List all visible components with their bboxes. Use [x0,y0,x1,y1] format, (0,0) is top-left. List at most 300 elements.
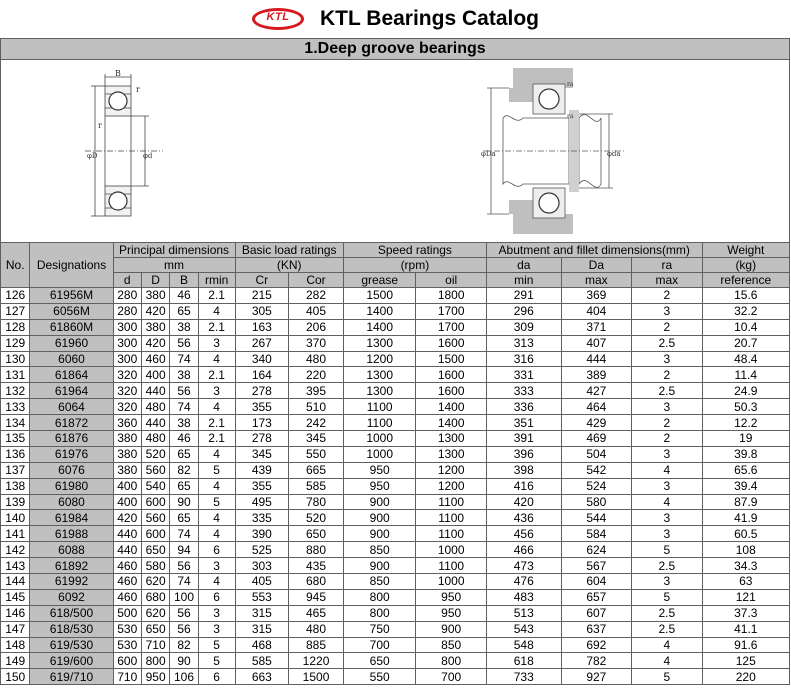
table-cell: 3 [198,558,235,574]
table-cell: 2.1 [198,415,235,431]
designation-cell: 619/600 [30,653,113,669]
designation-cell: 61984 [30,510,113,526]
table-cell: 600 [141,494,169,510]
table-cell: 65 [170,446,198,462]
table-cell: 56 [170,335,198,351]
table-cell: 3 [198,383,235,399]
table-cell: 74 [170,526,198,542]
table-cell: 1400 [416,399,486,415]
subheader-Da: Da [561,258,631,273]
table-cell: 520 [141,446,169,462]
designation-cell: 6056M [30,303,113,319]
table-cell: 390 [235,526,289,542]
header-no: No. [1,243,30,288]
table-row [1,478,790,494]
subheader-da: da [486,258,561,273]
table-row [1,446,790,462]
table-cell: 1400 [416,415,486,431]
table-cell: 1500 [343,288,416,304]
table-cell: 12.2 [702,415,789,431]
designation-cell: 618/530 [30,621,113,637]
table-cell: 440 [141,415,169,431]
table-row [1,558,790,574]
table-cell: 278 [235,383,289,399]
row-number: 135 [1,431,30,447]
row-number: 145 [1,589,30,605]
table-cell: 405 [235,574,289,590]
table-cell: 380 [113,446,141,462]
table-cell: 585 [235,653,289,669]
table-cell: 620 [141,605,169,621]
table-cell: 400 [113,478,141,494]
table-cell: 4 [632,462,702,478]
table-cell: 544 [561,510,631,526]
table-cell: 173 [235,415,289,431]
table-cell: 1400 [343,319,416,335]
table-cell: 121 [702,589,789,605]
table-cell: 1600 [416,335,486,351]
table-cell: 476 [486,574,561,590]
table-cell: 1600 [416,383,486,399]
table-cell: 19 [702,431,789,447]
row-number: 143 [1,558,30,574]
table-cell: 460 [141,351,169,367]
subheader-cor: Cor [289,273,344,288]
table-cell: 395 [289,383,344,399]
table-cell: 900 [343,526,416,542]
table-cell: 4 [198,351,235,367]
subheader-D: D [141,273,169,288]
table-cell: 416 [486,478,561,494]
table-cell: 585 [289,478,344,494]
table-cell: 1300 [416,446,486,462]
designation-cell: 61860M [30,319,113,335]
table-cell: 2 [632,367,702,383]
label-abut-Da: φDa [481,150,496,158]
table-cell: 3 [632,303,702,319]
table-cell: 460 [113,574,141,590]
table-cell: 370 [289,335,344,351]
table-cell: 340 [235,351,289,367]
designation-cell: 6076 [30,462,113,478]
table-cell: 550 [289,446,344,462]
table-cell: 4 [632,653,702,669]
table-cell: 460 [113,558,141,574]
table-row [1,542,790,558]
table-cell: 389 [561,367,631,383]
table-cell: 331 [486,367,561,383]
designation-cell: 61976 [30,446,113,462]
table-cell: 369 [561,288,631,304]
table-cell: 48.4 [702,351,789,367]
table-cell: 345 [235,446,289,462]
table-cell: 5 [198,653,235,669]
table-cell: 398 [486,462,561,478]
label-radius-side: r [98,121,102,130]
table-row [1,367,790,383]
table-cell: 1300 [343,367,416,383]
table-cell: 700 [343,637,416,653]
table-cell: 620 [141,574,169,590]
table-cell: 278 [235,431,289,447]
table-cell: 380 [141,288,169,304]
table-cell: 540 [141,478,169,494]
table-cell: 444 [561,351,631,367]
table-cell: 2.5 [632,383,702,399]
table-cell: 50.3 [702,399,789,415]
subheader-reference: reference [702,273,789,288]
table-cell: 1500 [416,351,486,367]
label-abut-ra-top: ra [567,81,574,88]
table-cell: 550 [343,669,416,685]
table-cell: 420 [486,494,561,510]
table-cell: 41.9 [702,510,789,526]
table-cell: 2 [632,319,702,335]
table-cell: 5 [632,669,702,685]
table-row [1,415,790,431]
designation-cell: 61956M [30,288,113,304]
table-cell: 1100 [416,494,486,510]
row-number: 147 [1,621,30,637]
table-cell: 543 [486,621,561,637]
table-row [1,383,790,399]
table-row [1,574,790,590]
bearing-cross-section-drawing [81,68,171,238]
table-cell: 38 [170,415,198,431]
table-cell: 2.5 [632,621,702,637]
table-cell: 650 [289,526,344,542]
table-cell: 468 [235,637,289,653]
table-cell: 320 [113,383,141,399]
table-cell: 900 [343,558,416,574]
header-abutment: Abutment and fillet dimensions(mm) [486,243,702,258]
table-cell: 480 [289,621,344,637]
table-cell: 305 [235,303,289,319]
table-cell: 2.1 [198,431,235,447]
row-number: 149 [1,653,30,669]
table-cell: 440 [141,383,169,399]
table-cell: 650 [343,653,416,669]
subheader-B: B [170,273,198,288]
unit-basic-load: (KN) [235,258,343,273]
table-row [1,669,790,685]
ktl-logo [252,8,304,30]
designation-cell: 618/500 [30,605,113,621]
table-cell: 420 [141,335,169,351]
table-cell: 750 [343,621,416,637]
table-cell: 560 [141,462,169,478]
table-cell: 4 [198,510,235,526]
table-cell: 637 [561,621,631,637]
table-cell: 320 [113,367,141,383]
table-cell: 436 [486,510,561,526]
table-cell: 3 [632,446,702,462]
table-cell: 420 [113,510,141,526]
table-cell: 2.5 [632,558,702,574]
table-cell: 650 [141,542,169,558]
subheader-cr: Cr [235,273,289,288]
table-cell: 56 [170,558,198,574]
table-cell: 580 [141,558,169,574]
table-cell: 3 [632,351,702,367]
table-cell: 315 [235,605,289,621]
table-cell: 405 [289,303,344,319]
logo-text: KTL [266,11,290,23]
table-body [1,288,790,685]
subheader-d: d [113,273,141,288]
designation-cell: 619/710 [30,669,113,685]
table-cell: 495 [235,494,289,510]
table-cell: 65 [170,510,198,526]
table-cell: 90 [170,494,198,510]
table-cell: 38 [170,319,198,335]
table-cell: 3 [632,510,702,526]
table-cell: 2.1 [198,288,235,304]
table-cell: 427 [561,383,631,399]
table-row [1,462,790,478]
row-number: 130 [1,351,30,367]
table-cell: 1000 [416,574,486,590]
table-cell: 65 [170,478,198,494]
table-cell: 24.9 [702,383,789,399]
table-cell: 1600 [416,367,486,383]
table-cell: 542 [561,462,631,478]
bearing-drawings [0,60,790,242]
header-weight: Weight [702,243,789,258]
table-cell: 480 [289,351,344,367]
table-cell: 657 [561,589,631,605]
catalog-header [0,0,791,38]
row-number: 144 [1,574,30,590]
table-cell: 553 [235,589,289,605]
table-cell: 600 [141,526,169,542]
table-cell: 460 [113,589,141,605]
header-designations: Designations [30,243,113,288]
table-cell: 6 [198,589,235,605]
table-cell: 320 [113,399,141,415]
label-abut-ra-side: ra [567,113,574,120]
table-cell: 3 [198,621,235,637]
subheader-rmin: rmin [198,273,235,288]
table-cell: 850 [343,542,416,558]
table-cell: 710 [141,637,169,653]
table-cell: 692 [561,637,631,653]
row-number: 140 [1,510,30,526]
table-cell: 900 [416,621,486,637]
table-cell: 37.3 [702,605,789,621]
table-cell: 440 [113,526,141,542]
table-cell: 604 [561,574,631,590]
table-cell: 800 [416,653,486,669]
table-cell: 280 [113,288,141,304]
table-row [1,605,790,621]
table-cell: 3 [632,526,702,542]
table-cell: 1100 [343,399,416,415]
row-number: 132 [1,383,30,399]
table-cell: 360 [113,415,141,431]
table-cell: 6 [198,669,235,685]
table-cell: 163 [235,319,289,335]
table-cell: 525 [235,542,289,558]
header-basic-load: Basic load ratings [235,243,343,258]
table-cell: 39.8 [702,446,789,462]
table-cell: 91.6 [702,637,789,653]
table-cell: 945 [289,589,344,605]
table-cell: 456 [486,526,561,542]
table-cell: 473 [486,558,561,574]
table-cell: 39.4 [702,478,789,494]
table-cell: 663 [235,669,289,685]
table-cell: 900 [343,494,416,510]
table-cell: 950 [343,462,416,478]
table-cell: 355 [235,399,289,415]
table-cell: 371 [561,319,631,335]
table-cell: 316 [486,351,561,367]
table-cell: 309 [486,319,561,335]
table-row [1,621,790,637]
designation-cell: 61872 [30,415,113,431]
designation-cell: 61892 [30,558,113,574]
row-number: 133 [1,399,30,415]
table-cell: 782 [561,653,631,669]
table-cell: 4 [198,526,235,542]
unit-speed: (rpm) [343,258,486,273]
table-cell: 1000 [343,446,416,462]
table-cell: 333 [486,383,561,399]
subheader-oil: oil [416,273,486,288]
header-principal: Principal dimensions [113,243,235,258]
table-row [1,288,790,304]
table-cell: 1100 [416,510,486,526]
table-cell: 74 [170,351,198,367]
table-cell: 520 [289,510,344,526]
table-cell: 345 [289,431,344,447]
row-number: 142 [1,542,30,558]
table-cell: 351 [486,415,561,431]
label-width-b: B [115,69,121,78]
table-cell: 60.5 [702,526,789,542]
table-cell: 700 [416,669,486,685]
row-number: 128 [1,319,30,335]
row-number: 136 [1,446,30,462]
subheader-max-Da: max [561,273,631,288]
label-abut-da: φda [607,150,621,158]
table-cell: 5 [632,589,702,605]
table-cell: 3 [632,399,702,415]
table-cell: 624 [561,542,631,558]
table-cell: 800 [141,653,169,669]
table-cell: 1200 [416,462,486,478]
table-row [1,335,790,351]
table-cell: 296 [486,303,561,319]
table-cell: 336 [486,399,561,415]
table-cell: 950 [416,589,486,605]
table-cell: 4 [198,399,235,415]
table-cell: 483 [486,589,561,605]
table-cell: 242 [289,415,344,431]
table-cell: 380 [113,431,141,447]
table-cell: 1200 [416,478,486,494]
table-cell: 300 [113,335,141,351]
subheader-max-ra: max [632,273,702,288]
row-number: 126 [1,288,30,304]
table-cell: 420 [141,303,169,319]
table-cell: 800 [343,589,416,605]
table-cell: 4 [198,303,235,319]
designation-cell: 61876 [30,431,113,447]
table-row [1,510,790,526]
table-row [1,653,790,669]
table-cell: 56 [170,605,198,621]
table-cell: 1700 [416,319,486,335]
table-cell: 65.6 [702,462,789,478]
table-cell: 125 [702,653,789,669]
table-cell: 780 [289,494,344,510]
table-cell: 2 [632,415,702,431]
table-cell: 927 [561,669,631,685]
table-cell: 404 [561,303,631,319]
subheader-ra: ra [632,258,702,273]
table-cell: 584 [561,526,631,542]
table-cell: 1000 [343,431,416,447]
table-row [1,399,790,415]
bearings-table [0,242,790,685]
table-cell: 15.6 [702,288,789,304]
table-cell: 300 [113,319,141,335]
table-cell: 510 [289,399,344,415]
table-cell: 465 [289,605,344,621]
table-cell: 108 [702,542,789,558]
table-cell: 1700 [416,303,486,319]
table-cell: 282 [289,288,344,304]
table-cell: 4 [198,574,235,590]
table-cell: 56 [170,621,198,637]
designation-cell: 61964 [30,383,113,399]
table-cell: 4 [632,637,702,653]
unit-principal: mm [113,258,235,273]
table-cell: 38 [170,367,198,383]
table-cell: 1800 [416,288,486,304]
table-cell: 435 [289,558,344,574]
table-row [1,351,790,367]
abutment-drawing [479,66,629,238]
table-cell: 407 [561,335,631,351]
table-cell: 524 [561,478,631,494]
label-inner-dia: φd [143,152,153,160]
table-cell: 355 [235,478,289,494]
table-cell: 313 [486,335,561,351]
table-cell: 3 [198,335,235,351]
table-cell: 439 [235,462,289,478]
table-cell: 32.2 [702,303,789,319]
table-cell: 5 [198,494,235,510]
table-cell: 480 [141,431,169,447]
table-cell: 380 [113,462,141,478]
table-row [1,303,790,319]
table-cell: 3 [632,478,702,494]
table-cell: 74 [170,574,198,590]
row-number: 129 [1,335,30,351]
row-number: 127 [1,303,30,319]
table-cell: 4 [198,478,235,494]
table-cell: 469 [561,431,631,447]
table-cell: 885 [289,637,344,653]
table-cell: 5 [198,637,235,653]
table-cell: 618 [486,653,561,669]
table-cell: 4 [632,494,702,510]
table-cell: 396 [486,446,561,462]
table-cell: 164 [235,367,289,383]
